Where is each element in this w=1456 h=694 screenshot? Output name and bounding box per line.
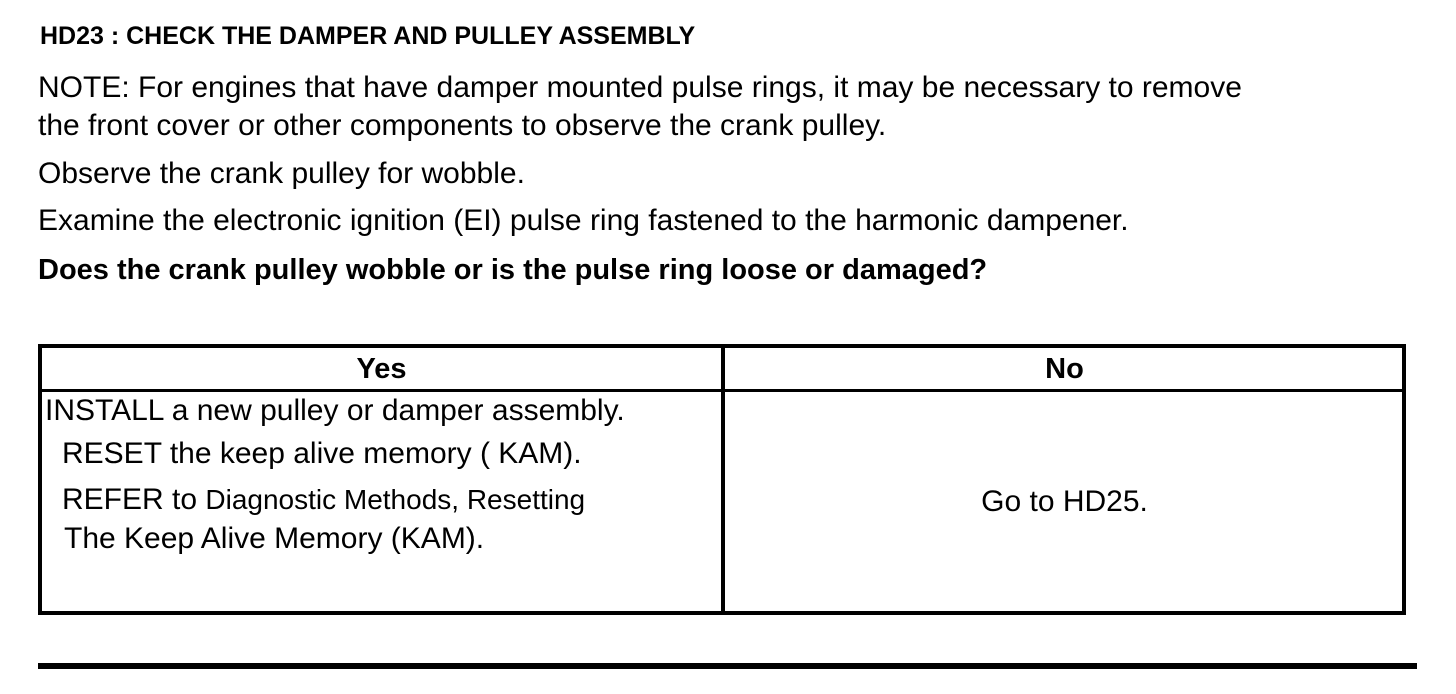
yes-action-install: INSTALL a new pulley or damper assembly. xyxy=(45,394,625,427)
examine-instruction: Examine the electronic ignition (EI) pulse ring fastened to the harmonic dampener. xyxy=(38,204,1129,237)
yes-action-refer xyxy=(62,481,585,519)
page-title: HD23 : CHECK THE DAMPER AND PULLEY ASSEMBLY xyxy=(40,22,696,50)
diagnostic-question: Does the crank pulley wobble or is the pulse ring loose or damaged? xyxy=(38,254,988,286)
refer-prefix: REFER to xyxy=(62,483,206,516)
note-line-2: the front cover or other components to observe the crank pulley. xyxy=(38,109,887,142)
note-paragraph xyxy=(38,69,1242,145)
refer-reference: Diagnostic Methods, Resetting xyxy=(205,484,586,515)
yes-header: Yes xyxy=(356,353,407,385)
yes-no-table xyxy=(38,344,1406,615)
no-action-goto: Go to HD25. xyxy=(981,484,1148,518)
no-action-cell xyxy=(725,392,1404,611)
bottom-rule xyxy=(38,663,1417,669)
yes-action-reset: RESET the keep alive memory ( KAM). xyxy=(62,437,582,470)
no-header: No xyxy=(1045,353,1084,385)
observe-instruction: Observe the crank pulley for wobble. xyxy=(38,157,525,190)
yes-action-refer-continued: The Keep Alive Memory (KAM). xyxy=(64,522,485,555)
note-line-1: NOTE: For engines that have damper mounted pulse rings, it may be necessary to remove xyxy=(38,71,1242,104)
